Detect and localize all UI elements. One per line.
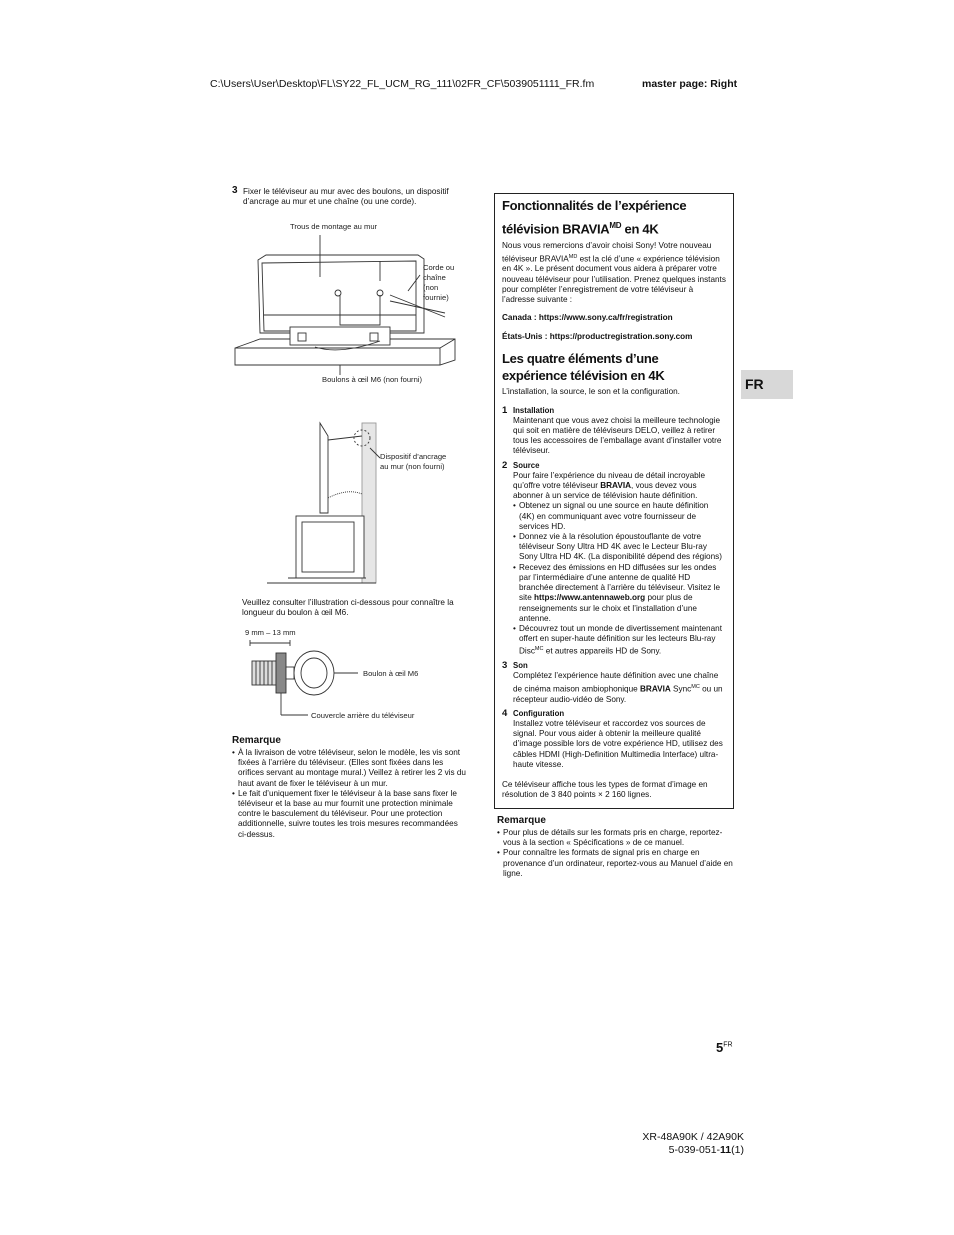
remark-note: • Le fait d’uniquement fixer le téléviseur à la base sans fixer le téléviseur et la base au mur fournit une protection minimale contre le basculement du téléviseur. Pour une protection additionnelle, suivre toutes les trois mesures recommandées ci-dessus. [238,789,468,840]
element-1: 1 Installation Maintenant que vous avez choisi la meilleure technologie qui soit en matière de téléviseurs DELO, veillez à retirer tous les accessoires de l’emballage avant d’installer votre téléviseur. [502,404,722,456]
label-eye-bolt: Boulon à œil M6 [363,669,419,678]
remark-note: • Pour plus de détails sur les formats pris en charge, reportez-vous à la section « Spécifications » de ce manuel. [503,828,733,848]
remark-note: • À la livraison de votre téléviseur, selon le modèle, les vis sont fixées à l’arrière du téléviseur. (Elles sont fixées dans les orifices servant au montage mural.) Veillez à retirer les 2 vis du haut avant de fixer le téléviseur à un mur. [238,748,468,789]
step-number: 3 [232,185,238,196]
box-intro: Nous vous remercions d’avoir choisi Sony! Votre nouveau téléviseur $BRAVIA^{MD}$ est la clé d’une « expérience télévision en 4K ». Le présent document vous aidera à préparer votre nouveau téléviseur pour l’utilisation. Prenez quelques instants pour compléter l’enregistrement de votre téléviseur à l’adresse suivante : [502,241,726,305]
label-cord: Corde ou chaîne (non fournie) [423,263,455,302]
label-rear-cover: Couvercle arrière du téléviseur [311,711,415,720]
file-path: C:\Users\User\Desktop\FL\SY22_FL_UCM_RG_111\02FR_CF\5039051111_FR.fm [210,78,595,90]
source-bullet: • Donnez vie à la résolution époustouflante de votre téléviseur Sony Ultra HD 4K avec le Lecteur Blu-ray Sony Ultra HD 4K. (La disponibilité dépend des régions) [519,532,726,563]
feature-box-content [502,196,726,809]
step-3 [232,187,472,207]
element-2: 2 Source Pour faire l’expérience du niveau de détail incroyable qu’offre votre téléviseur BRAVIA, vous devez vous abonner à un service de télévision haute définition. • Obtenez un signal ou une source en haute définition (4K) en communiquant avec votre fournisseur de services HD. • Donnez vie à la résolution époustouflante de votre téléviseur Sony Ultra HD 4K avec le Lecteur Blu-ray Sony Ultra HD 4K. (La disponibilité dépend des régions) • Recevez des émissions en HD diffusées sur les ondes par l’intermédiaire d’une antenne de qualité HD branchée directement à l’arrière du téléviseur. Visitez le site https://www.antennaweb.org pour plus de renseignements sur le choix et l’installation d’une antenne. • Découvrez tout un monde de divertissement maintenant offert en super-haute définition sur les lecteurs Blu-ray Disc$^{MC}$ et autres appareils HD de Sony. [502,461,726,658]
registration-canada: Canada : https://www.sony.ca/fr/registration [502,313,673,323]
source-bullet: • Découvrez tout un monde de divertissement maintenant offert en super-haute définition sur les lecteurs Blu-ray Disc$^{MC}$ et autres appareils HD de Sony. [519,624,726,657]
elements-intro: L’installation, la source, le son et la configuration. [502,387,680,397]
source-bullet: • Obtenez un signal ou une source en haute définition (4K) en communiquant avec votre fournisseur de services HD. [519,501,726,532]
box-title-2: Les quatre éléments d’une expérience télévision en 4K [502,351,665,384]
remark-title: Remarque [232,735,281,746]
label-eye-bolts: Boulons à œil M6 (non fourni) [322,375,423,384]
element-3: 3 Son Complétez l’expérience haute définition avec une chaîne de cinéma maison ambiophonique BRAVIA Sync$^{MC}$ ou un récepteur audio-vidéo de Sony. [502,660,723,704]
remark-note: • Pour connaître les formats de signal pris en charge en provenance d’un ordinateur, reportez-vous au Manuel d’aide en ligne. [503,848,733,879]
master-page-label: master page: Right [642,78,738,90]
remark-title: Remarque [497,815,546,826]
registration-us: États-Unis : https://productregistration.sony.com [502,331,693,341]
page-number: $5^{FR}$ [716,1040,733,1055]
tv-wall-attachment-figure [230,215,470,395]
box-footer: Ce téléviseur affiche tous les types de format d’image en résolution de 3 840 points × 2 160 lignes. [502,780,708,800]
label-dimension: 9 mm – 13 mm [245,628,296,637]
element-4: 4 Configuration Installez votre téléviseur et raccordez vos sources de signal. Pour vous aider à obtenir la meilleure qualité d’image possible lors de votre expérience HD, utilisez des câbles HDMI (High-Definition Multimedia Interface) ultra-haute vitesse. [502,707,723,769]
model-info: XR-48A90K / 42A90K 5-039-051-11(1) [642,1131,744,1156]
source-bullet: • Recevez des émissions en HD diffusées sur les ondes par l’intermédiaire d’une antenne de qualité HD branchée directement à l’arrière du téléviseur. Visitez le site https://www.antennaweb.org pour plus de renseignements sur le choix et l’installation d’une antenne. [519,563,726,624]
language-tab: FR [741,370,793,399]
step-text: Fixer le téléviseur au mur avec des boulons, un dispositif d’ancrage au mur et une chaîne (ou une corde). [243,187,449,207]
left-remark [232,735,468,840]
tv-side-view-figure [262,418,382,593]
box-title-1: Fonctionnalités de l’expérience télévision $BRAVIA^{MD}$ en 4K [502,198,687,237]
consult-text: Veuillez consulter l’illustration ci-dessous pour connaître la longueur du boulon à œil M6. [242,598,454,618]
label-mounting-holes: Trous de montage au mur [290,222,378,231]
right-remark [497,815,733,879]
label-anchor: Dispositif d’ancrage au mur (non fourni) [380,452,447,471]
eye-bolt-figure [248,637,358,717]
